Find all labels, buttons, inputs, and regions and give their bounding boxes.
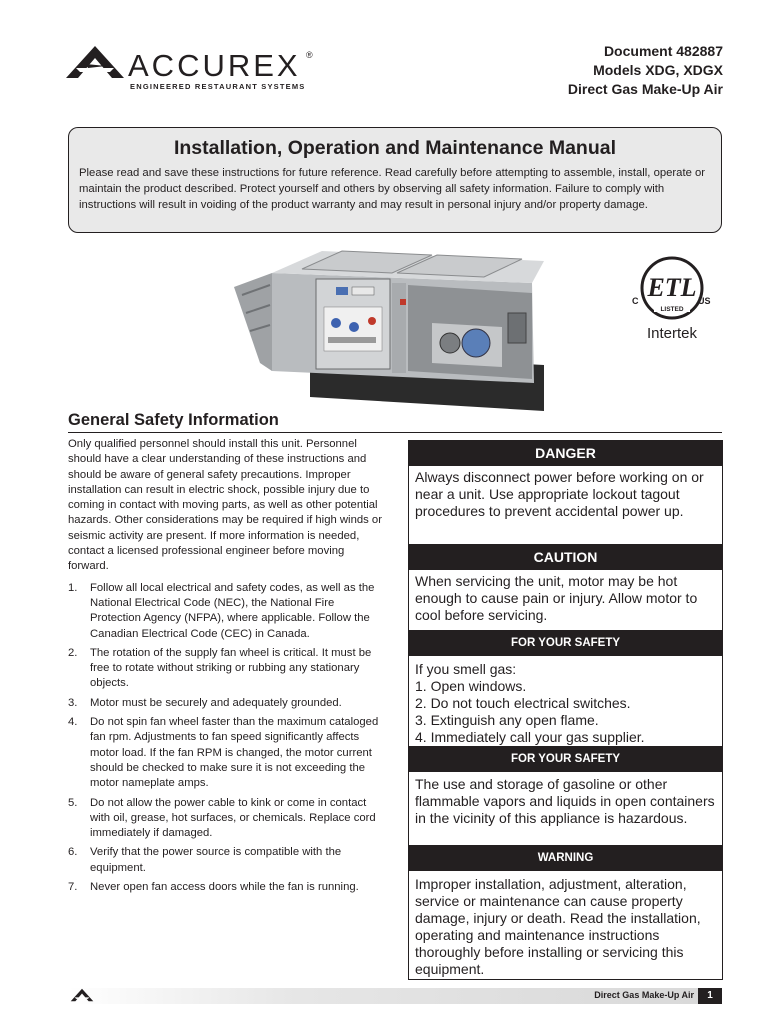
vapor-safety-box bbox=[408, 747, 723, 846]
gas-safety-header: FOR YOUR SAFETY bbox=[409, 631, 722, 656]
safety-left-column bbox=[68, 437, 386, 899]
manual-intro-box bbox=[68, 127, 722, 233]
section-divider bbox=[68, 432, 722, 433]
safety-list bbox=[68, 581, 386, 896]
accurex-mark-icon bbox=[66, 44, 124, 80]
caution-text: When servicing the unit, motor may be hot enough to cause pain or injury. Allow motor to cool before servicing. bbox=[415, 573, 698, 623]
list-item: 3. Motor must be securely and adequately grounded. bbox=[68, 696, 342, 709]
vapor-safety-header: FOR YOUR SAFETY bbox=[409, 747, 722, 772]
etl-listed-mark bbox=[628, 254, 720, 346]
caution-box bbox=[408, 545, 723, 631]
list-item: 5. Do not allow the power cable to kink or come in contact with oil, grease, hot surfaces, or chemicals. Replace cord immediately if damaged. bbox=[68, 796, 376, 840]
document-number: Document 482887 bbox=[603, 43, 723, 59]
etl-c-text: C bbox=[632, 296, 639, 306]
etl-mark-text: ETL bbox=[647, 273, 697, 302]
list-item: 1. Follow all local electrical and safety codes, as well as the National Electrical Code (NEC), the National Fire Protection Agency (NFPA), where applicable. Follow the Canadian Electrical Code (CEC) in Canada. bbox=[68, 581, 375, 640]
product-unit-image bbox=[232, 243, 548, 413]
document-product: Direct Gas Make-Up Air bbox=[567, 81, 723, 97]
section-title: General Safety Information bbox=[68, 411, 279, 429]
gas-step: 4. Immediately call your gas supplier. bbox=[415, 729, 645, 745]
safety-warnings-column bbox=[408, 440, 723, 980]
warning-header: WARNING bbox=[409, 846, 722, 871]
etl-listed-text: LISTED bbox=[660, 306, 684, 313]
vapor-safety-text: The use and storage of gasoline or other flammable vapors and liquids in open containers in the vicinity of this appliance is hazardous. bbox=[415, 776, 715, 826]
document-models: Models XDG, XDGX bbox=[593, 62, 723, 78]
gas-step: 3. Extinguish any open flame. bbox=[415, 712, 599, 728]
document-info bbox=[568, 42, 723, 99]
gas-step: 2. Do not touch electrical switches. bbox=[415, 695, 631, 711]
gas-safety-intro: If you smell gas: bbox=[415, 661, 517, 677]
danger-header: DANGER bbox=[409, 441, 722, 466]
etl-us-text: US bbox=[698, 296, 711, 306]
page-number: 1 bbox=[698, 988, 722, 1004]
list-item: 7. Never open fan access doors while the fan is running. bbox=[68, 881, 359, 894]
brand-tagline: ENGINEERED RESTAURANT SYSTEMS bbox=[130, 82, 306, 91]
gas-safety-box bbox=[408, 631, 723, 747]
manual-intro-text: Please read and save these instructions for future reference. Read carefully before attempting to assemble, install, operate or maintain the product described. Protect yourself and others by observing all safety information. Failure to comply with instructions will result in voiding of the product warranty and may result in personal injury and/or property damage. bbox=[79, 167, 706, 211]
warning-text: Improper installation, adjustment, alteration, service or maintenance can cause property damage, injury or death. Read the installation, operating and maintenance instructions thoroughly before installing or servicing this equipment. bbox=[415, 876, 701, 977]
manual-title: Installation, Operation and Maintenance Manual bbox=[173, 137, 617, 159]
brand-name: ACCUREX bbox=[128, 48, 301, 83]
registered-mark: ® bbox=[306, 50, 313, 60]
gas-step: 1. Open windows. bbox=[415, 678, 527, 694]
danger-box bbox=[408, 440, 723, 545]
list-item: 4. Do not spin fan wheel faster than the maximum cataloged fan rpm. Adjustments to fan speed significantly affects motor load. If the fan RPM is changed, the motor current should be checked to make sure it is not exceeding the motor nameplate amps. bbox=[68, 716, 379, 790]
list-item: 6. Verify that the power source is compatible with the equipment. bbox=[68, 846, 342, 874]
intertek-text: Intertek bbox=[646, 325, 698, 342]
danger-text: Always disconnect power before working on or near a unit. Use appropriate lockout tagout procedures to prevent accidental power up. bbox=[415, 469, 704, 519]
caution-header: CAUTION bbox=[409, 545, 722, 570]
gas-safety-body bbox=[409, 656, 722, 746]
accurex-logo bbox=[66, 44, 326, 94]
safety-intro: Only qualified personnel should install this unit. Personnel should have a clear understanding of these instructions and should be aware of general safety precautions. Improper installation can result in electric shock, possible injury due to coming in contact with moving parts, as well as other potential hazards. Other considerations may be required if high winds or seismic activity are present. If more information is needed, contact a licensed professional engineer before moving forward. bbox=[68, 438, 382, 573]
list-item: 2. The rotation of the supply fan wheel is critical. It must be free to rotate without striking or rubbing any stationary objects. bbox=[68, 646, 372, 690]
warning-box bbox=[408, 846, 723, 980]
footer-title: Direct Gas Make-Up Air bbox=[594, 990, 694, 1000]
footer-accurex-mark-icon bbox=[70, 988, 94, 1002]
